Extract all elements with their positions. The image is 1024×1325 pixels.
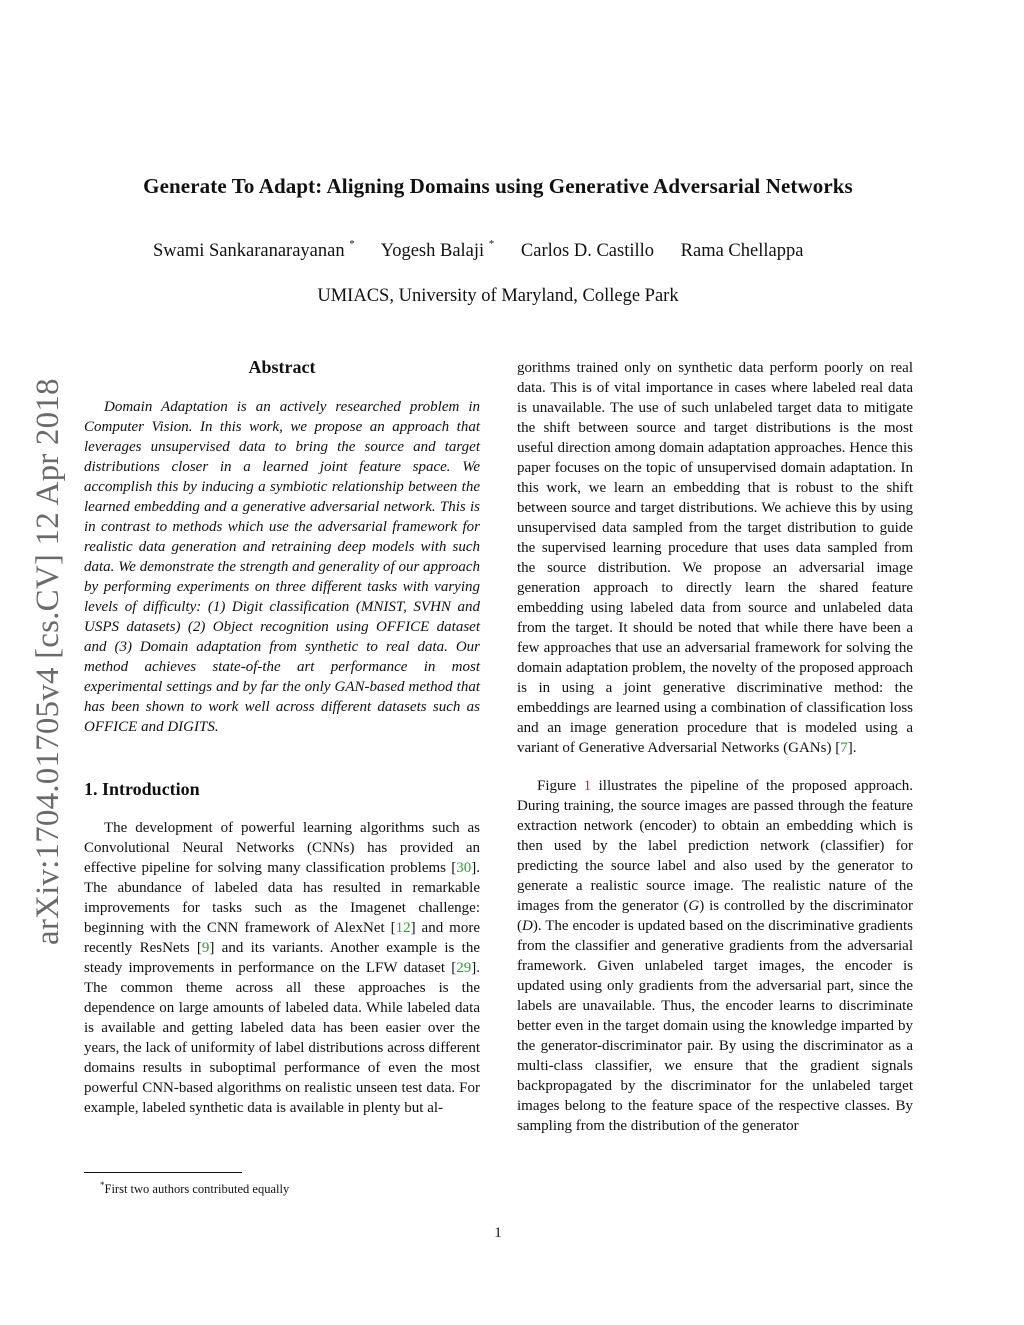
text-run: ] and its variants. Another example is the steady improvements in performance on the LFW dataset [ [84,940,480,976]
author-mark: * [488,238,495,250]
left-column [84,357,480,1118]
figure-reference-link[interactable]: 1 [583,778,592,794]
math-symbol: D [522,918,533,934]
text-run: ) is controlled by the discriminator ( [517,898,913,934]
text-run: ]. The abundance of labeled data has resulted in remarkable improvements for tasks such as the Imagenet challenge: beginning with the CNN framework of AlexNet [ [84,860,480,936]
math-symbol: G [688,898,700,914]
text-run: ]. [847,740,857,756]
citation-link[interactable]: 29 [456,960,472,976]
intro-paragraph-1-continued [517,358,913,758]
author-name: Yogesh Balaji [380,241,485,262]
text-run: The development of powerful learning algorithms such as Convolutional Neural Networks (CNNs) has provided an effective pipeline for solving many classification problems [ [84,820,480,876]
text-run: ]. The common theme across all these approaches is the dependence on large amounts of labeled data. While labeled data is available and getting labeled data has been easier over the years, the lack of uniformity of label distributions across different domains results in suboptimal performance of even the most powerful CNN-based algorithms on realistic unseen test data. For example, labeled synthetic data is available in plenty but al- [84,960,480,1116]
affiliation: UMIACS, University of Maryland, College Park [317,286,679,306]
author-3 [521,241,654,261]
text-run: Figure [537,778,584,794]
text-run: illustrates the pipeline of the proposed approach. During training, the source images are passed through the feature extraction network (encoder) to obtain an embedding which is then used by the label prediction network (classifier) for predicting the source label and also used by the generator to generate a realistic source image. The realistic nature of the images from the generator ( [517,778,914,914]
footnote [84,1178,289,1197]
footnote-divider [84,1172,242,1173]
text-run: gorithms trained only on synthetic data perform poorly on real data. This is of vital importance in cases where labeled real data is unavailable. The use of such unlabeled target data to mitigate the shift between source and target distributions is the most useful direction among domain adaptation approaches. Hence this paper focuses on the topic of unsupervised domain adaptation. In this work, we learn an embedding that is robust to the shift between source and target distributions. We achieve this by using unsupervised data sampled from the target distribution to guide the supervised learning procedure that uses data sampled from the source distribution. We propose an adversarial image generation approach to directly learn the shared feature embedding using labeled data from source and unlabeled data from the target. It should be noted that while there have been a few approaches that use an adversarial framework for solving the domain adaptation problem, the novelty of the proposed approach is in using a joint generative discriminative method: the embeddings are learned using a combination of classification loss and an image generation procedure that is modeled using a variant of Generative Adversarial Networks (GANs) [ [517,360,913,756]
intro-paragraph-1 [84,818,480,1118]
footnote-mark: * [100,1180,105,1190]
paper-title: Generate To Adapt: Aligning Domains using Generative Adversarial Networks [143,174,853,198]
citation-link[interactable]: 12 [395,920,411,936]
footnote-text: First two authors contributed equally [104,1182,290,1197]
text-run: ). The encoder is updated based on the discriminative gradients from the classifier and generative gradients from the adversarial framework. Given unlabeled target images, the encoder is updated using only gradients from the adversarial part, since the labels are unavailable. Thus, the encoder learns to discriminate better even in the target domain using the knowledge imparted by the generator-discriminator pair. By using the discriminator as a multi-class classifier, we ensure that the gradient signals backpropagated by the discriminator for the unlabeled target images belong to the feature space of the respective classes. By sampling from the distribution of the generator [517,918,913,1134]
author-list [153,240,825,262]
author-4 [681,241,804,261]
arxiv-stamp: arXiv:1704.01705v4 [cs.CV] 12 Apr 2018 [30,378,66,945]
author-1 [153,238,355,262]
right-column [517,358,913,1136]
intro-paragraph-2 [517,776,913,1136]
citation-link[interactable]: 30 [456,860,472,876]
citation-link[interactable]: 7 [840,740,848,756]
citation-link[interactable]: 9 [201,940,210,956]
author-name: Swami Sankaranarayanan [153,241,345,262]
author-name: Carlos D. Castillo [520,241,655,262]
section-heading-introduction: 1. Introduction [84,779,200,799]
author-2 [380,238,495,262]
abstract-text: Domain Adaptation is an actively researched problem in Computer Vision. In this work, we propose an approach that leverages unsupervised data to bring the source and target distributions closer in a learned joint feature space. We accomplish this by inducing a symbiotic relationship between the learned embedding and a generative adversarial network. This is in contrast to methods which use the adversarial framework for realistic data generation and retraining deep models with such data. We demonstrate the strength and generality of our approach by performing experiments on three different tasks with varying levels of difficulty: (1) Digit classification (MNIST, SVHN and USPS datasets) (2) Object recognition using OFFICE dataset and (3) Domain adaptation from synthetic to real data. Our method achieves state-of-the art performance in most experimental settings and by far the only GAN-based method that has been shown to work well across different datasets such as OFFICE and DIGITS. [84,399,480,735]
author-name: Rama Chellappa [680,241,804,262]
abstract-heading: Abstract [248,357,316,377]
page-number: 1 [494,1225,502,1241]
text-run: ] and more recently ResNets [ [84,920,480,956]
author-mark: * [349,238,355,250]
